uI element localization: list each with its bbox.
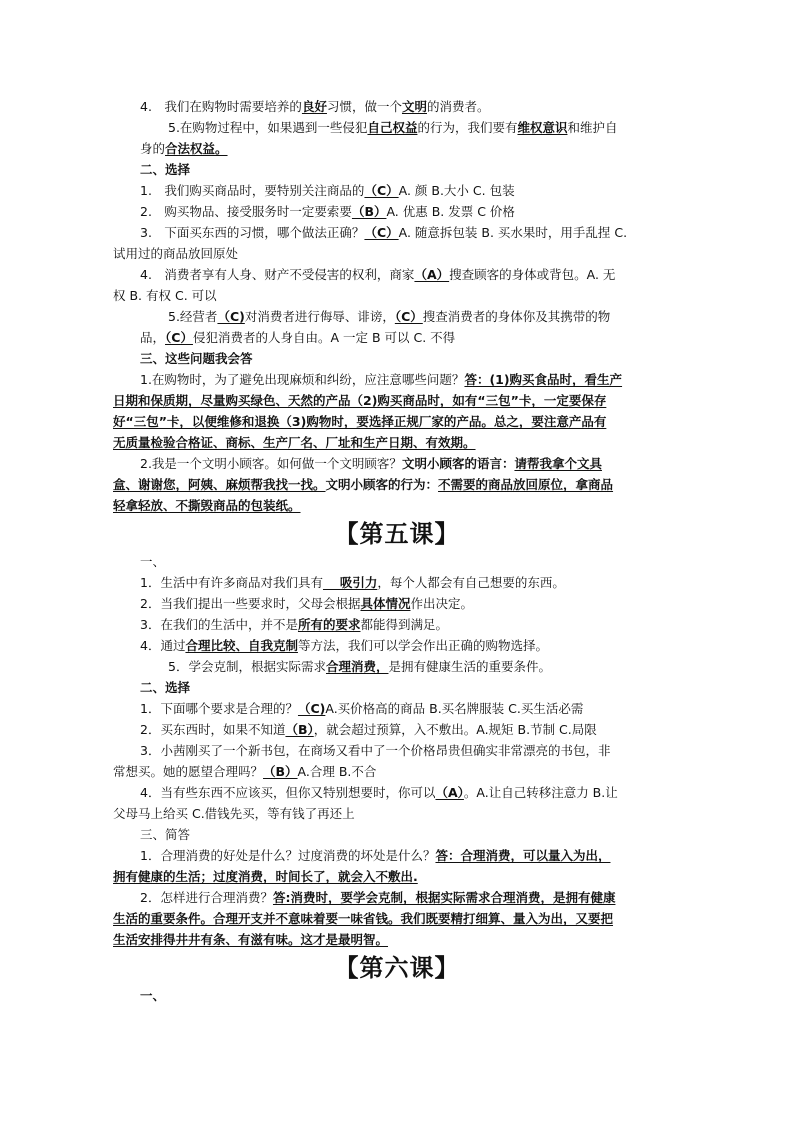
text-fragment: 对消费者进行侮辱、诽谤，	[244, 309, 395, 324]
answer-text: 生活安排得井井有条、有滋有味。这才是最明智。	[113, 932, 389, 947]
answer-text: 合理消费，	[325, 659, 389, 674]
text-line	[140, 719, 708, 740]
answer-text: 日期和保质期，尽量购买绿色、天然的产品（2)购买商品时，如有“三包”卡，一定要保存	[113, 393, 607, 408]
text-line	[140, 698, 708, 719]
text-line	[113, 908, 681, 929]
answer-text: 合法权益。	[165, 141, 228, 156]
lesson-heading: 【第五课】	[334, 519, 460, 548]
text-line	[140, 824, 708, 845]
text-fragment: 5.经营者	[168, 309, 218, 324]
text-fragment: ，就会超过预算，入不敷出。A.规矩 B.节制 C.局限	[313, 722, 597, 737]
text-fragment: 4．当有些东西不应该买，但你又特别想要时，你可以	[140, 785, 436, 800]
text-fragment: 和维护自	[567, 120, 618, 135]
text-fragment: 的消费者。	[426, 99, 490, 114]
text-line	[140, 887, 708, 908]
text-fragment: 2．怎样进行合理消费？	[140, 890, 273, 905]
text-fragment: 文明小顾客的行为：	[325, 477, 439, 492]
text-line	[140, 264, 708, 285]
lesson-heading: 【第六课】	[334, 953, 460, 982]
answer-text: 文明	[401, 99, 427, 114]
answer-text: （B）	[351, 204, 387, 219]
text-fragment: A. 颜 B.大小 C. 包装	[398, 183, 515, 198]
text-fragment: 都能得到满足。	[360, 617, 448, 632]
text-line	[140, 551, 708, 572]
text-fragment: 身的	[140, 141, 166, 156]
answer-text: （C）	[165, 330, 193, 345]
text-line	[140, 593, 708, 614]
text-fragment: 4. 消费者享有人身、财产不受侵害的权利，商家	[140, 267, 415, 282]
answer-text: 生活的重要条件。合理开支并不意味着要一味省钱。我们既要精打细算、量入为出，又要把	[113, 911, 614, 926]
text-line	[113, 866, 681, 887]
answer-text: 答：(1)购买食品时，看生产	[464, 372, 623, 387]
text-line	[140, 222, 708, 243]
text-fragment: 二、选择	[140, 680, 191, 695]
text-fragment: 3．小茜刚买了一个新书包，在商场又看中了一个价格昂贵但确实非常漂亮的书包，非	[140, 743, 611, 758]
text-fragment: 权 B. 有权 C. 可以	[113, 288, 217, 303]
text-fragment: 侵犯消费者的人身自由。A 一定 B 可以 C. 不得	[192, 330, 456, 345]
text-fragment: A. 优惠 B. 发票 C 价格	[386, 204, 515, 219]
answer-text: 轻拿轻放、不撕毁商品的包装纸。	[113, 498, 301, 513]
text-fragment: 搜查顾客的身体或背包。A. 无	[449, 267, 616, 282]
answer-text: 维权意识	[517, 120, 568, 135]
text-line	[140, 677, 708, 698]
answer-text: 请帮我拿个文具	[514, 456, 602, 471]
text-line	[113, 495, 681, 516]
answer-text: 吸引力	[322, 575, 378, 590]
answer-text: 盒、谢谢您，阿姨、麻烦帮我找一找。	[113, 477, 326, 492]
text-line	[140, 159, 708, 180]
answer-text: （C）	[394, 309, 423, 324]
text-fragment: 。A.让自己转移注意力 B.让	[463, 785, 618, 800]
answer-text: 具体情况	[360, 596, 411, 611]
text-fragment: 试用过的商品放回原处	[113, 246, 239, 261]
text-line	[140, 453, 708, 474]
answer-text: 自己权益	[367, 120, 418, 135]
text-line	[113, 803, 681, 824]
text-fragment: 的行为，我们要有	[417, 120, 518, 135]
text-line	[140, 985, 708, 1006]
text-fragment: 二、选择	[140, 162, 191, 177]
text-line	[140, 635, 708, 656]
answer-text: （C）	[364, 225, 399, 240]
answer-text: 合理比较、自我克制	[185, 638, 298, 653]
text-fragment: 4. 我们在购物时需要培养的	[140, 99, 302, 114]
answer-text: （B）	[263, 764, 298, 779]
text-fragment: 三、这些问题我会答	[140, 351, 253, 366]
text-fragment: A.合理 B.不合	[297, 764, 377, 779]
text-line	[168, 306, 736, 327]
answer-text: 拥有健康的生活；过度消费，时间长了，就会入不敷出.	[113, 869, 418, 884]
text-line	[168, 656, 736, 677]
text-fragment: 1．合理消费的好处是什么？过度消费的坏处是什么？	[140, 848, 436, 863]
text-line	[140, 138, 708, 159]
text-fragment: 三、简答	[140, 827, 191, 842]
text-line	[140, 201, 708, 222]
answer-text: 答：合理消费，可以量入为出，	[435, 848, 611, 863]
text-line	[140, 845, 708, 866]
text-line	[140, 348, 708, 369]
text-fragment: 父母马上给买 C.借钱先买，等有钱了再还上	[113, 806, 355, 821]
text-line	[140, 740, 708, 761]
text-line	[140, 96, 708, 117]
text-fragment: 2.我是一个文明小顾客。如何做一个文明顾客？	[140, 456, 402, 471]
answer-text: 良好	[301, 99, 327, 114]
text-fragment: 3. 下面买东西的习惯，哪个做法正确？	[140, 225, 365, 240]
text-line	[140, 369, 708, 390]
text-fragment: 文明小顾客的语言：	[401, 456, 515, 471]
answer-text: 所有的要求	[297, 617, 361, 632]
text-fragment: 搜查消费者的身体你及其携带的物	[422, 309, 611, 324]
text-fragment: 一、	[140, 554, 166, 569]
answer-text: 好“三包”卡，以便维修和退换（3)购物时，要选择正规厂家的产品。总之，要注意产品有	[113, 414, 607, 429]
text-fragment: 5．学会克制，根据实际需求	[168, 659, 326, 674]
text-fragment: 5.在购物过程中，如果遇到一些侵犯	[168, 120, 368, 135]
text-fragment: 习惯，做一个	[326, 99, 402, 114]
text-line	[113, 285, 681, 306]
text-line	[168, 117, 736, 138]
text-fragment: 3．在我们的生活中，并不是	[140, 617, 298, 632]
text-line	[140, 572, 708, 593]
answer-text: 不需要的商品放回原位，拿商品	[438, 477, 614, 492]
text-fragment: ，每个人都会有自己想要的东西。	[377, 575, 565, 590]
text-fragment: 等方法，我们可以学会作出正确的购物选择。	[297, 638, 548, 653]
text-fragment: 一、	[140, 988, 166, 1003]
text-fragment: 作出决定。	[410, 596, 473, 611]
text-fragment: 1．生活中有许多商品对我们具有	[140, 575, 323, 590]
text-fragment: 2．当我们提出一些要求时，父母会根据	[140, 596, 361, 611]
text-line	[113, 474, 681, 495]
answer-text: （C)	[217, 309, 245, 324]
text-fragment: 4．通过	[140, 638, 186, 653]
text-fragment: 2. 购买物品、接受服务时一定要索要	[140, 204, 352, 219]
text-line	[140, 327, 708, 348]
text-fragment: 2．买东西时，如果不知道	[140, 722, 286, 737]
text-fragment: 1.在购物时，为了避免出现麻烦和纠纷，应注意哪些问题？	[140, 372, 465, 387]
text-fragment: A. 随意拆包装 B. 买水果时，用手乱捏 C.	[398, 225, 628, 240]
text-fragment: A.买价格高的商品 B.买名牌服装 C.买生活必需	[325, 701, 584, 716]
text-fragment: 是拥有健康生活的重要条件。	[388, 659, 551, 674]
answer-text: （C)	[297, 701, 326, 716]
text-line	[113, 390, 681, 411]
answer-text: （A）	[435, 785, 464, 800]
text-fragment: 品，	[140, 330, 166, 345]
answer-text: 答:消费时，要学会克制，根据实际需求合理消费，是拥有健康	[272, 890, 616, 905]
answer-text: （C）	[364, 183, 399, 198]
text-fragment: 1. 我们购买商品时，要特别关注商品的	[140, 183, 365, 198]
text-line	[140, 180, 708, 201]
answer-text: （B）	[285, 722, 314, 737]
text-line	[113, 929, 681, 950]
text-fragment: 常想买。她的愿望合理吗？	[113, 764, 264, 779]
text-line	[113, 243, 681, 264]
text-fragment: 1．下面哪个要求是合理的？	[140, 701, 298, 716]
answer-text: （A）	[414, 267, 450, 282]
text-line	[113, 761, 681, 782]
text-line	[113, 432, 681, 453]
text-line	[113, 411, 681, 432]
answer-text: 无质量检验合格证、商标、生产厂名、厂址和生产日期、有效期。	[113, 435, 476, 450]
text-line	[140, 614, 708, 635]
text-line	[140, 782, 708, 803]
